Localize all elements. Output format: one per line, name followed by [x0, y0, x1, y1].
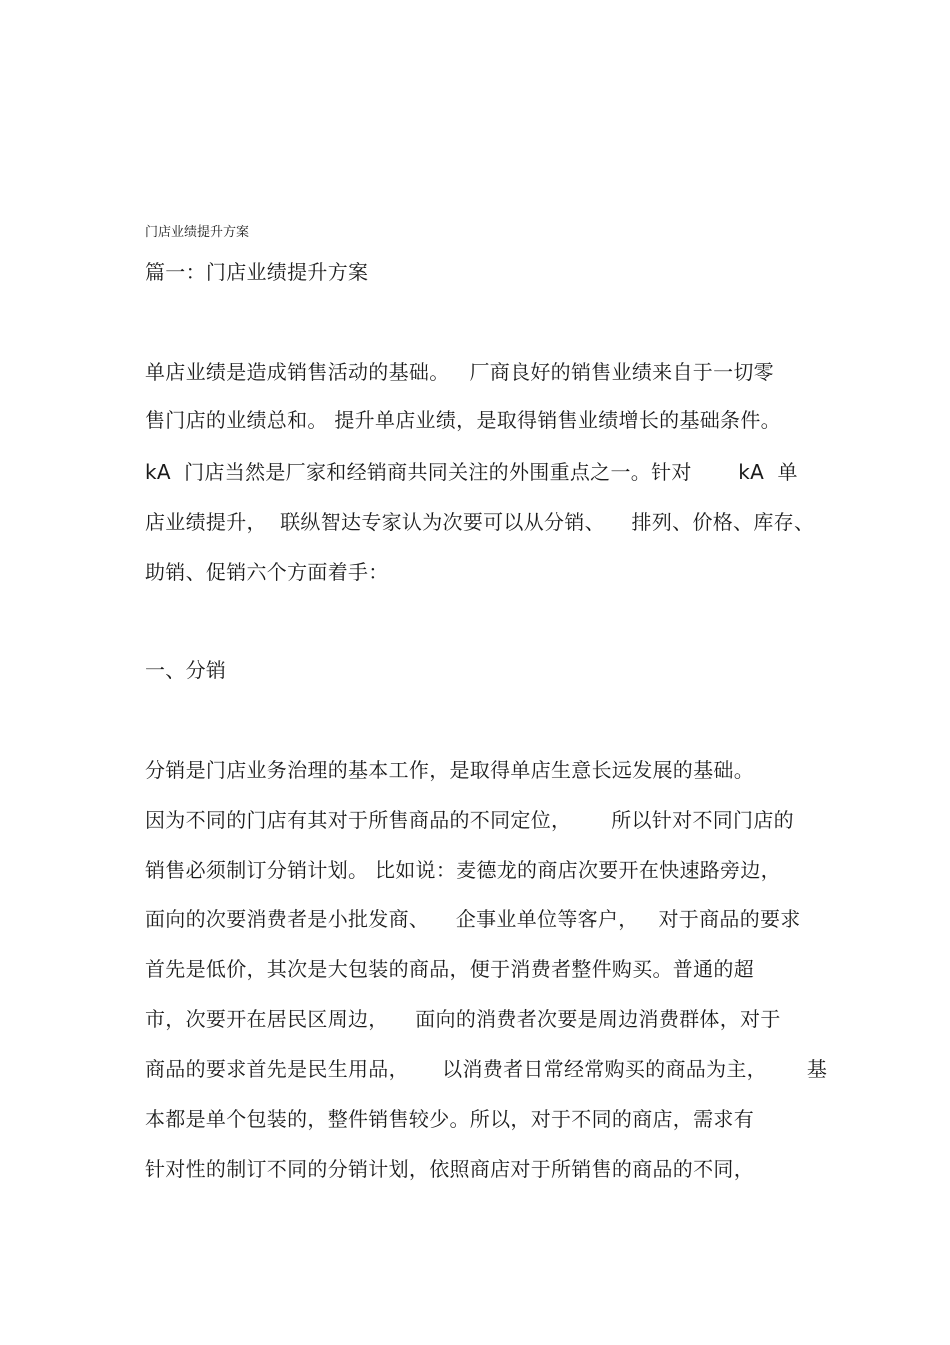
paragraph-line: kA 门店当然是厂家和经销商共同关注的外围重点之一。针对 kA 单 [145, 460, 798, 484]
paragraph-line: 本都是单个包装的，整件销售较少。所以，对于不同的商店，需求有 [145, 1107, 754, 1131]
paragraph-line: 商品的要求首先是民生用品， 以消费者日常经常购买的商品为主， 基 [145, 1057, 828, 1081]
paragraph-line: 店业绩提升， 联纵智达专家认为次要可以从分销、 排列、价格、库存、 [145, 510, 815, 534]
paragraph-line: 销售必须制订分销计划。 比如说：麦德龙的商店次要开在快速路旁边， [145, 858, 781, 882]
paragraph-line: 市，次要开在居民区周边， 面向的消费者次要是周边消费群体，对于 [145, 1007, 781, 1031]
document-title: 门店业绩提升方案 [145, 225, 250, 240]
section-heading: 篇一：门店业绩提升方案 [145, 260, 369, 284]
paragraph-line: 售门店的业绩总和。 提升单店业绩，是取得销售业绩增长的基础条件。 [145, 408, 781, 432]
paragraph-line: 单店业绩是造成销售活动的基础。 厂商良好的销售业绩来自于一切零 [145, 360, 774, 384]
paragraph-line: 针对性的制订不同的分销计划，依照商店对于所销售的商品的不同， [145, 1157, 754, 1181]
subsection-heading: 一、分销 [145, 658, 227, 682]
paragraph-line: 因为不同的门店有其对于所售商品的不同定位， 所以针对不同门店的 [145, 808, 794, 832]
paragraph-line: 分销是门店业务治理的基本工作，是取得单店生意长远发展的基础。 [145, 758, 754, 782]
paragraph-line: 首先是低价，其次是大包装的商品，便于消费者整件购买。普通的超 [145, 957, 754, 981]
paragraph-line: 面向的次要消费者是小批发商、 企事业单位等客户， 对于商品的要求 [145, 907, 801, 931]
paragraph-line: 助销、促销六个方面着手： [145, 560, 389, 584]
